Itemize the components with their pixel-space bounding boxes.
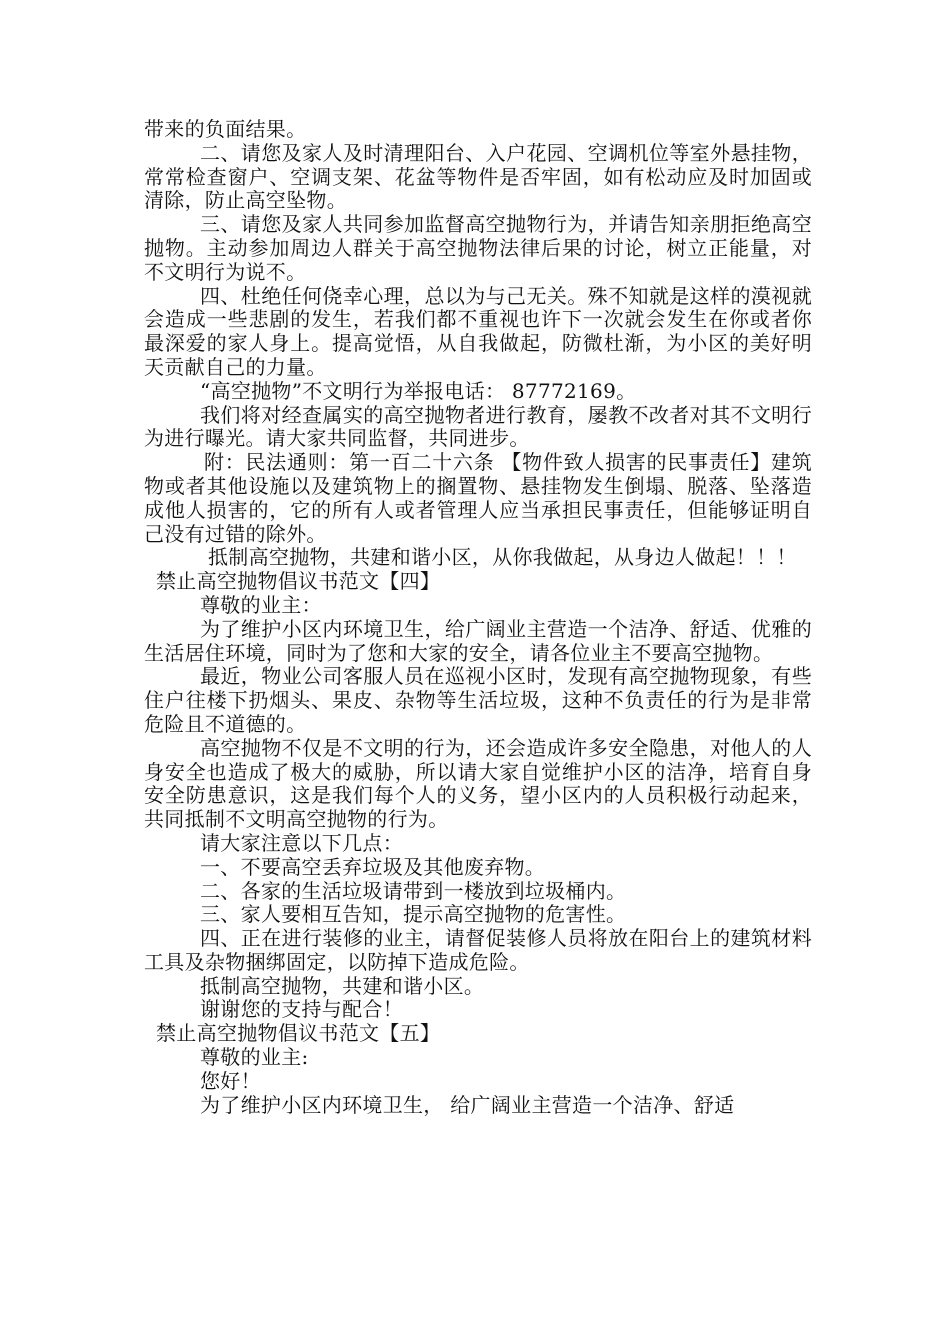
list-item: 四、正在进行装修的业主，请督促装修人员将放在阳台上的建筑材料工具及杂物捆绑固定，以防掉下造成危险。 (144, 926, 812, 974)
list-item: 二、各家的生活垃圾请带到一楼放到垃圾桶内。 (200, 878, 627, 903)
paragraph: 尊敬的业主: (200, 1045, 309, 1070)
paragraph: 带来的负面结果。 (144, 117, 307, 141)
section-heading: 禁止高空抛物倡议书范文【五】 (156, 1021, 441, 1046)
paragraph: 尊敬的业主： (200, 592, 322, 617)
paragraph: 您好！ (200, 1068, 261, 1093)
paragraph: 最近，物业公司客服人员在巡视小区时，发现有高空抛物现象，有些住户往楼下扔烟头、果皮、杂物等生活垃圾，这种不负责任的行为是非常危险且不道德的。 (144, 664, 812, 736)
list-item: 一、不要高空丢弃垃圾及其他废弃物。 (200, 854, 546, 879)
document-body (144, 118, 812, 1117)
list-item: 三、家人要相互告知，提示高空抛物的危害性。 (200, 902, 627, 927)
paragraph: 我们将对经查属实的高空抛物者进行教育，屡教不改者对其不文明行为进行曝光。请大家共同监督，共同进步。 (144, 402, 812, 451)
paragraph: 抵制高空抛物，共建和谐小区。 (200, 973, 485, 998)
paragraph: 请大家注意以下几点： (200, 830, 403, 855)
paragraph: 抵制高空抛物，共建和谐小区，从你我做起，从身边人做起！！！ (208, 545, 797, 570)
paragraph: 高空抛物不仅是不文明的行为，还会造成许多安全隐患，对他人的人身安全也造成了极大的威胁，所以请大家自觉维护小区的洁净，培育自身安全防患意识，这是我们每个人的义务，望小区内的人员积极行动起来，共同抵制不文明高空抛物的行为。 (144, 735, 812, 832)
paragraph: “高空抛物”不文明行为举报电话： 87772169。 (200, 378, 637, 403)
paragraph: 为了维护小区内环境卫生， 给广阔业主营造一个洁净、舒适 (200, 1092, 735, 1117)
paragraph: 二、请您及家人及时清理阳台、入户花园、空调机位等室外悬挂物，常常检查窗户、空调支架、花盆等物件是否牢固，如有松动应及时加固或清除，防止高空坠物。 (144, 140, 812, 213)
paragraph: 为了维护小区内环境卫生，给广阔业主营造一个洁净、舒适、优雅的生活居住环境，同时为了您和大家的安全，请各位业主不要高空抛物。 (144, 616, 812, 665)
paragraph: 附：民法通则：第一百二十六条 【物件致人损害的民事责任】建筑物或者其他设施以及建筑物上的搁置物、悬挂物发生倒塌、脱落、坠落造成他人损害的，它的所有人或者管理人应当承担民事责任，但能够证明自己没有过错的除外。 (144, 450, 812, 546)
paragraph: 三、请您及家人共同参加监督高空抛物行为，并请告知亲朋拒绝高空抛物。主动参加周边人群关于高空抛物法律后果的讨论，树立正能量，对不文明行为说不。 (144, 212, 812, 284)
paragraph: 谢谢您的支持与配合！ (200, 997, 403, 1022)
section-heading: 禁止高空抛物倡议书范文【四】 (156, 569, 441, 594)
paragraph: 四、杜绝任何侥幸心理，总以为与己无关。殊不知就是这样的漠视就会造成一些悲剧的发生，若我们都不重视也许下一次就会发生在你或者你最深爱的家人身上。提高觉悟，从自我做起，防微杜渐，为小区的美好明天贡献自己的力量。 (144, 283, 812, 379)
